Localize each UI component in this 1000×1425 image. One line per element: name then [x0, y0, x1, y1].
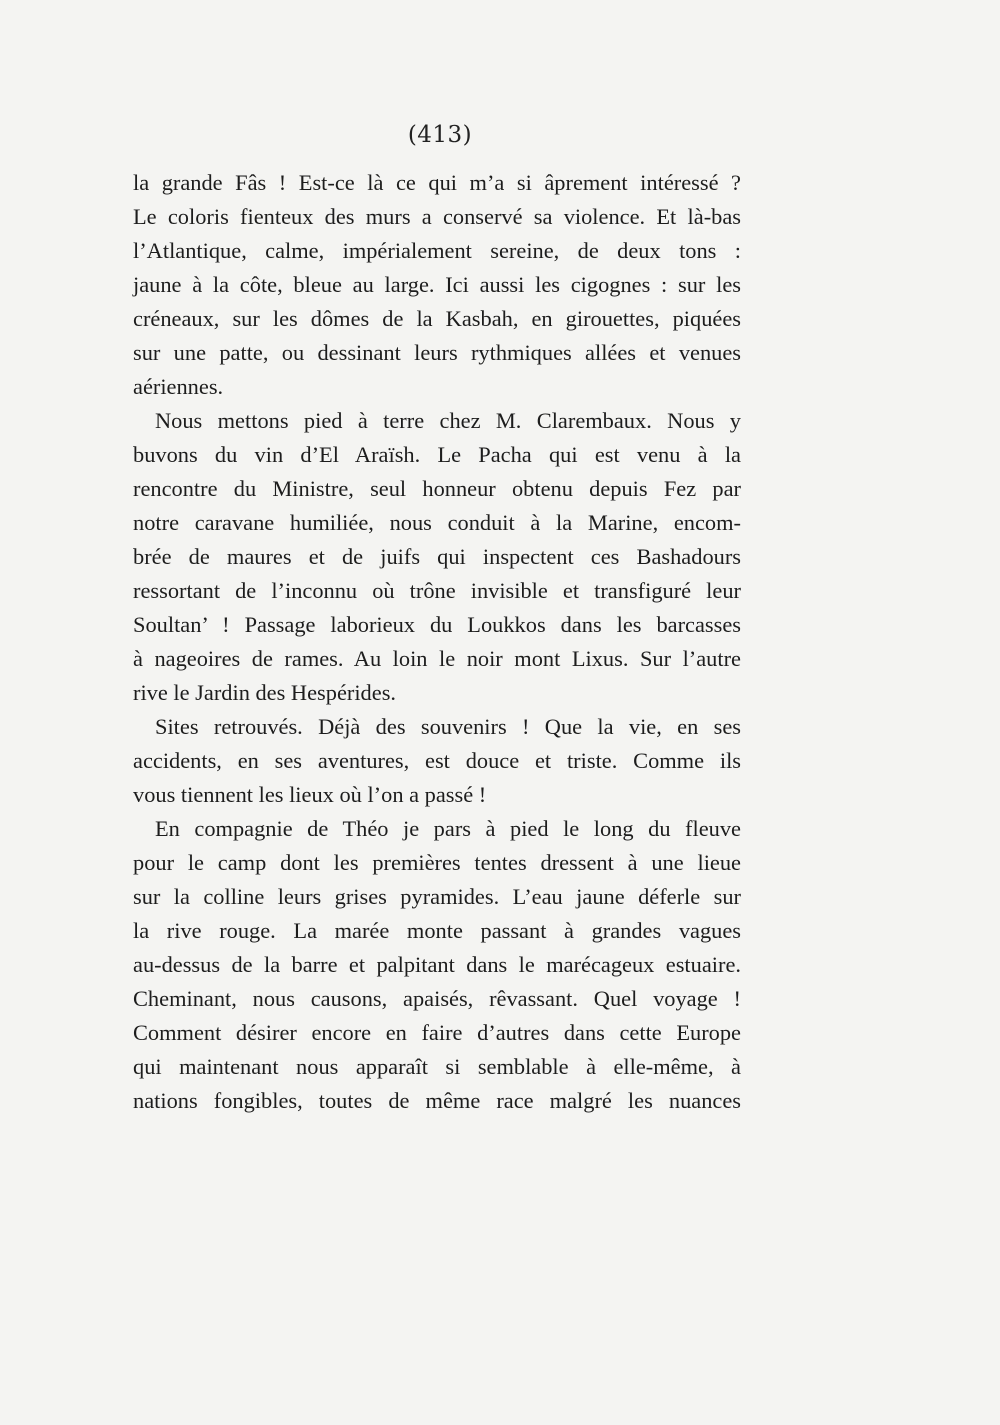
text-line: rencontre du Ministre, seul honneur obtenu depuis Fez par	[133, 476, 741, 501]
text-line: Soultan’ ! Passage laborieux du Loukkos dans les barcasses	[133, 612, 741, 637]
text-line: sur une patte, ou dessinant leurs rythmiques allées et venues	[133, 340, 741, 365]
text-line: Comment désirer encore en faire d’autres dans cette Europe	[133, 1020, 741, 1045]
text-line: jaune à la côte, bleue au large. Ici aussi les cigognes : sur les	[133, 272, 741, 297]
text-line: Cheminant, nous causons, apaisés, rêvassant. Quel voyage !	[133, 986, 741, 1011]
text-line: sur la colline leurs grises pyramides. L’eau jaune déferle sur	[133, 884, 741, 909]
text-line: vous tiennent les lieux où l’on a passé !	[133, 782, 487, 807]
text-line: la rive rouge. La marée monte passant à grandes vagues	[133, 918, 741, 943]
text-line: ressortant de l’inconnu où trône invisible et transfiguré leur	[133, 578, 741, 603]
text-line: au-dessus de la barre et palpitant dans le marécageux estuaire.	[133, 952, 741, 977]
text-line: nations fongibles, toutes de même race malgré les nuances	[133, 1088, 741, 1113]
text-line: la grande Fâs ! Est-ce là ce qui m’a si âprement intéressé ?	[133, 170, 741, 195]
text-line: notre caravane humiliée, nous conduit à la Marine, encom-	[133, 510, 741, 535]
text-line: brée de maures et de juifs qui inspectent ces Bashadours	[133, 544, 741, 569]
text-line: Le coloris fienteux des murs a conservé sa violence. Et là-bas	[133, 204, 741, 229]
text-line: En compagnie de Théo je pars à pied le long du fleuve	[155, 816, 741, 841]
text-line: rive le Jardin des Hespérides.	[133, 680, 397, 705]
text-line: qui maintenant nous apparaît si semblable à elle-même, à	[133, 1054, 741, 1079]
text-line: Sites retrouvés. Déjà des souvenirs ! Que la vie, en ses	[155, 714, 741, 739]
text-line: l’Atlantique, calme, impérialement sereine, de deux tons :	[133, 238, 741, 263]
text-line: pour le camp dont les premières tentes dressent à une lieue	[133, 850, 741, 875]
text-line: buvons du vin d’El Araïsh. Le Pacha qui est venu à la	[133, 442, 741, 467]
text-line: accidents, en ses aventures, est douce et triste. Comme ils	[133, 748, 741, 773]
body-text	[133, 166, 741, 1118]
text-line: à nageoires de rames. Au loin le noir mont Lixus. Sur l’autre	[133, 646, 741, 671]
text-line: créneaux, sur les dômes de la Kasbah, en girouettes, piquées	[133, 306, 741, 331]
text-line: Nous mettons pied à terre chez M. Clarembaux. Nous y	[155, 408, 741, 433]
page-number: (413)	[407, 122, 473, 148]
text-line: aériennes.	[133, 374, 224, 399]
